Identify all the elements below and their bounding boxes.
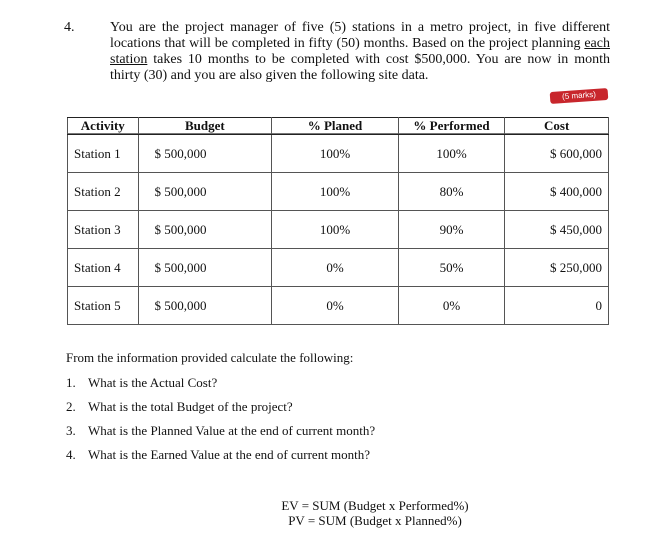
table-row (68, 249, 609, 287)
cell-activity: Station 5 (68, 287, 139, 325)
question-number: 4. (64, 20, 75, 35)
cell-budget: $ 500,000 (138, 249, 272, 287)
cell-performed: 90% (398, 211, 505, 249)
cell-cost: 0 (505, 287, 609, 325)
question-list (66, 374, 375, 470)
cell-activity: Station 2 (68, 173, 139, 211)
pv-formula: PV = SUM (Budget x Planned%) (288, 513, 462, 528)
header-budget: Budget (138, 118, 272, 135)
table-row (68, 173, 609, 211)
table-row (68, 287, 609, 325)
intro-underlined: each station (110, 36, 610, 67)
cell-cost: $ 450,000 (505, 211, 609, 249)
table-header-row (68, 118, 609, 135)
cell-activity: Station 1 (68, 135, 139, 173)
table-row (68, 211, 609, 249)
cell-planned: 100% (272, 135, 398, 173)
cell-performed: 0% (398, 287, 505, 325)
table-row (68, 135, 609, 173)
list-number: 4. (66, 447, 76, 462)
cell-budget: $ 500,000 (138, 287, 272, 325)
list-item (66, 374, 375, 398)
list-number: 2. (66, 399, 76, 414)
list-item (66, 398, 375, 422)
cell-budget: $ 500,000 (138, 211, 272, 249)
list-number: 1. (66, 375, 76, 390)
list-item (66, 422, 375, 446)
cell-planned: 0% (272, 287, 398, 325)
site-data-table (67, 117, 609, 325)
cell-performed: 80% (398, 173, 505, 211)
instructions-text: From the information provided calculate the following: (66, 350, 354, 365)
header-cost: Cost (505, 118, 609, 135)
header-activity: Activity (68, 118, 139, 135)
intro-part2: takes 10 months to be completed with cost $500,000. You are now in month thirty (30) and you are also given the following site data. (110, 52, 610, 83)
marks-badge: (5 marks) (550, 88, 609, 104)
question-text (110, 20, 610, 84)
list-text: What is the Planned Value at the end of current month? (88, 423, 376, 438)
cell-budget: $ 500,000 (138, 135, 272, 173)
header-planned: % Planed (272, 118, 398, 135)
cell-activity: Station 3 (68, 211, 139, 249)
list-item (66, 446, 375, 470)
list-text: What is the total Budget of the project? (88, 399, 293, 414)
ev-formula: EV = SUM (Budget x Performed%) (281, 498, 469, 513)
cell-activity: Station 4 (68, 249, 139, 287)
list-number: 3. (66, 423, 76, 438)
cell-planned: 100% (272, 211, 398, 249)
cell-performed: 100% (398, 135, 505, 173)
header-performed: % Performed (398, 118, 505, 135)
cell-cost: $ 400,000 (505, 173, 609, 211)
cell-cost: $ 600,000 (505, 135, 609, 173)
list-text: What is the Earned Value at the end of current month? (88, 447, 371, 462)
cell-performed: 50% (398, 249, 505, 287)
formula-block (250, 498, 500, 528)
cell-budget: $ 500,000 (138, 173, 272, 211)
list-text: What is the Actual Cost? (88, 375, 218, 390)
intro-part1: You are the project manager of five (5) stations in a metro project, in five different locations that will be completed in fifty (50) months. Based on the project planning (110, 20, 610, 51)
cell-planned: 0% (272, 249, 398, 287)
cell-planned: 100% (272, 173, 398, 211)
cell-cost: $ 250,000 (505, 249, 609, 287)
